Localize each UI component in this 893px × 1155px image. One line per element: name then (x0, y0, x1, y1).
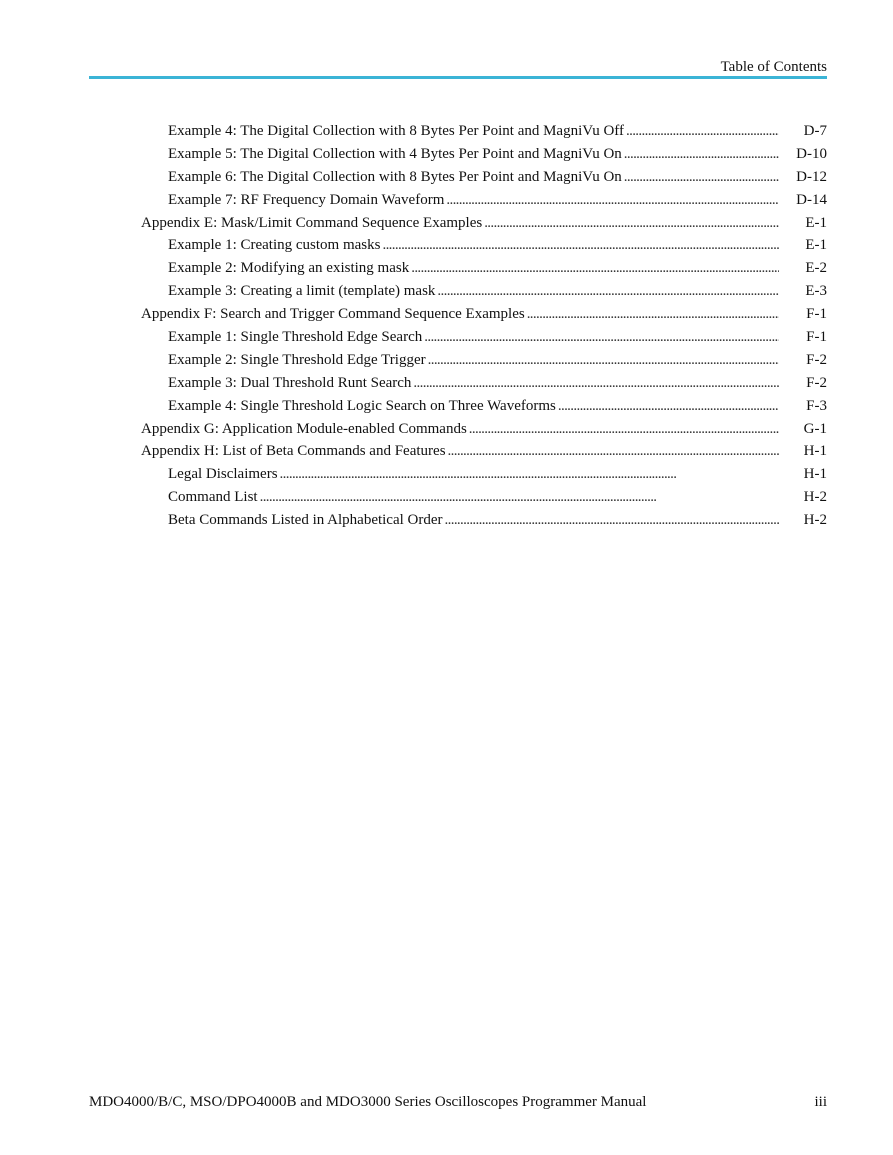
toc-entry[interactable] (141, 280, 827, 303)
toc-entry-title: Appendix F: Search and Trigger Command Sequence Examples (141, 306, 525, 323)
toc-entry-page: F-1 (806, 306, 827, 323)
toc-dot-leader (484, 212, 779, 235)
toc-entry-title: Appendix G: Application Module-enabled Commands (141, 420, 467, 437)
toc-entry-page: F-3 (806, 397, 827, 414)
toc-entry-title: Example 4: The Digital Collection with 8 Bytes Per Point and MagniVu Off (168, 123, 624, 139)
toc-entry[interactable] (141, 440, 827, 463)
toc-entry[interactable] (141, 509, 827, 532)
toc-dot-leader (413, 372, 779, 395)
toc-entry-page: E-3 (805, 283, 827, 300)
toc-entry-title: Example 4: Single Threshold Logic Search on Three Waveforms (168, 397, 556, 414)
toc-entry-page: E-1 (805, 214, 827, 231)
toc-entry[interactable] (141, 486, 827, 509)
toc-entry-title: Example 1: Single Threshold Edge Search (168, 329, 423, 346)
toc-entry-page: E-2 (805, 260, 827, 277)
toc-entry-page: H-2 (803, 512, 827, 529)
toc-entry[interactable] (141, 166, 827, 189)
toc-dot-leader (437, 280, 779, 303)
toc-entry-title: Example 3: Dual Threshold Runt Search (168, 374, 412, 391)
toc-entry[interactable] (141, 326, 827, 349)
toc-entry[interactable] (141, 212, 827, 235)
toc-entry-page: F-1 (806, 329, 827, 346)
toc-dot-leader (428, 349, 779, 372)
toc-entry[interactable] (141, 234, 827, 257)
toc-entry-page: H-1 (803, 466, 827, 483)
toc-entry[interactable] (141, 120, 827, 143)
toc-entry-page: D-12 (796, 168, 827, 185)
toc-dot-leader (446, 189, 779, 212)
toc-entry-title: Example 2: Modifying an existing mask (168, 260, 410, 277)
toc-entry-page: D-10 (796, 145, 827, 162)
running-header-title: Table of Contents (720, 59, 827, 75)
toc-dot-leader (469, 418, 779, 441)
toc-entry-page: F-2 (806, 351, 827, 368)
toc-entry-title: Example 7: RF Frequency Domain Waveform (168, 191, 445, 208)
toc-entry[interactable] (141, 143, 827, 166)
toc-entry-title: Example 5: The Digital Collection with 4 Bytes Per Point and MagniVu On (168, 145, 622, 162)
toc-entry-page: E-1 (805, 237, 827, 254)
toc-dot-leader (260, 486, 779, 509)
toc-entry[interactable] (141, 349, 827, 372)
toc-entry[interactable] (141, 189, 827, 212)
toc-dot-leader (527, 303, 779, 326)
toc-entry-title: Example 6: The Digital Collection with 8 Bytes Per Point and MagniVu On (168, 168, 622, 185)
toc-dot-leader (411, 257, 779, 280)
toc-entry-title: Appendix H: List of Beta Commands and Features (141, 443, 446, 460)
footer-manual-title: MDO4000/B/C, MSO/DPO4000B and MDO3000 Series Oscilloscopes Programmer Manual (89, 1094, 647, 1110)
toc-entry-title: Appendix E: Mask/Limit Command Sequence Examples (141, 214, 483, 231)
toc-entry-page: D-14 (796, 191, 827, 208)
toc-dot-leader (424, 326, 779, 349)
toc-dot-leader (626, 120, 779, 143)
toc-entry-title: Example 2: Single Threshold Edge Trigger (168, 351, 426, 368)
toc-entry[interactable] (141, 257, 827, 280)
toc-dot-leader (448, 440, 779, 463)
header-divider (89, 76, 827, 79)
toc-entry-title: Example 3: Creating a limit (template) mask (168, 283, 436, 300)
toc-dot-leader (558, 395, 779, 418)
toc-entry-title: Legal Disclaimers (168, 466, 278, 483)
footer-page-number: iii (814, 1094, 827, 1110)
toc-entry[interactable] (141, 418, 827, 441)
toc-entry-page: D-7 (803, 123, 827, 139)
toc-dot-leader (624, 166, 779, 189)
toc-entry[interactable] (141, 463, 827, 486)
toc-dot-leader (445, 509, 779, 532)
toc-entry-title: Command List (168, 489, 258, 506)
toc-entry[interactable] (141, 303, 827, 326)
toc-entry-title: Beta Commands Listed in Alphabetical Order (168, 512, 443, 529)
toc-entry[interactable] (141, 372, 827, 395)
toc-entry-title: Example 1: Creating custom masks (168, 237, 381, 254)
toc-entry-page: H-1 (803, 443, 827, 460)
toc-entry-page: H-2 (803, 489, 827, 506)
toc-dot-leader (624, 143, 779, 166)
toc-dot-leader (382, 234, 779, 257)
toc-entry[interactable] (141, 395, 827, 418)
toc-entry-page: G-1 (803, 420, 827, 437)
toc-dot-leader (280, 463, 779, 486)
table-of-contents (141, 120, 827, 532)
toc-entry-page: F-2 (806, 374, 827, 391)
